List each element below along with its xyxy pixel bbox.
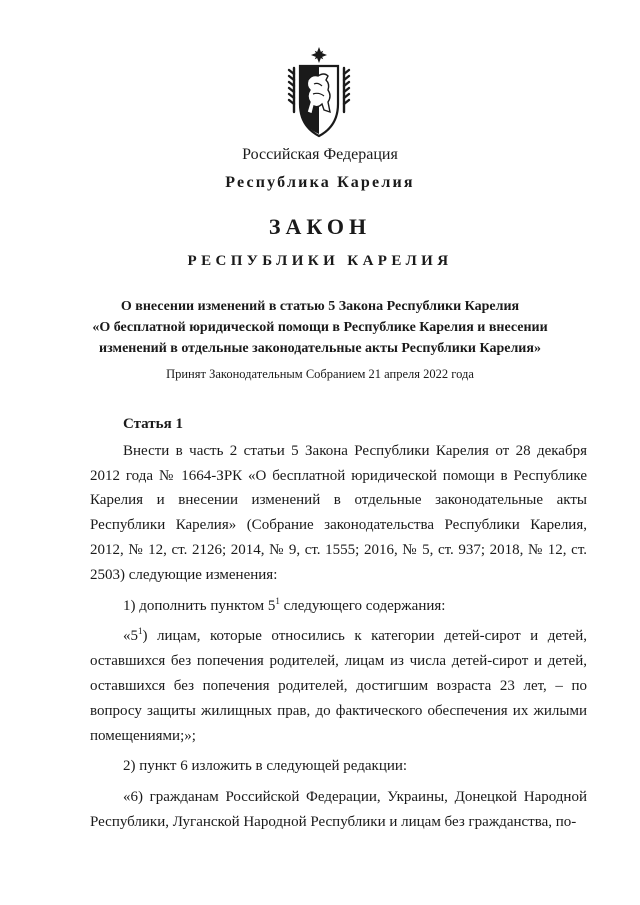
subject-line: О внесении изменений в статью 5 Закона Республики Карелия [120,299,520,314]
law-subtitle: РЕСПУБЛИКИ КАРЕЛИЯ [187,253,453,269]
item-2: 2) пункт 6 изложить в следующей редакции: [123,758,408,775]
subject-line: изменений в отдельные законодательные акты Республики Карелия» [99,341,541,356]
federation-label: Российская Федерация [242,146,398,163]
adoption-note: Принят Законодательным Собранием 21 апреля 2022 года [166,367,474,381]
article-heading: Статья 1 [123,416,183,432]
law-subject [0,296,640,359]
law-title: ЗАКОН [268,214,372,239]
item-1-quote [90,624,587,748]
item-1-prefix: 1) дополнить пунктом 5 [123,597,276,614]
item-1-suffix: следующего содержания: [279,597,446,614]
item-1-quote-text: ) лицам, которые относились к категории детей-сирот и детей, оставшихся без попечения родителей, лицам из числа детей-сирот и детей, оставшихся без попечения родителей, достигшим возраста 23 лет, – по вопросу защиты жилищных прав, до фактического обеспечения их жилыми помещениями;»; [90,628,587,744]
item-1-quote-prefix: «5 [123,628,138,645]
item-1 [90,594,587,619]
article-body [90,412,587,835]
item-1-superscript: 1 [275,595,280,606]
subject-line: «О бесплатной юридической помощи в Республике Карелия и внесении [92,320,548,335]
karelia-coat-of-arms-icon [286,46,352,142]
item-2-quote: «6) гражданам Российской Федерации, Украины, Донецкой Народной Республики, Луганской Народной Республики и лицам без гражданства, по- [90,789,587,830]
article-intro: Внести в часть 2 статьи 5 Закона Республики Карелия от 28 декабря 2012 года № 1664-ЗРК «О бесплатной юридической помощи в Республике Карелия и внесении изменений в отдельные законодательные акты Республики Карелия» (Собрание законодательства Республики Карелия, 2012, № 12, ст. 2126; 2014, № 9, ст. 1555; 2016, № 5, ст. 937; 2018, № 12, ст. 2503) следующие изменения: [90,442,587,583]
item-1-quote-superscript: 1 [138,626,143,637]
republic-label: Республика Карелия [225,174,415,191]
